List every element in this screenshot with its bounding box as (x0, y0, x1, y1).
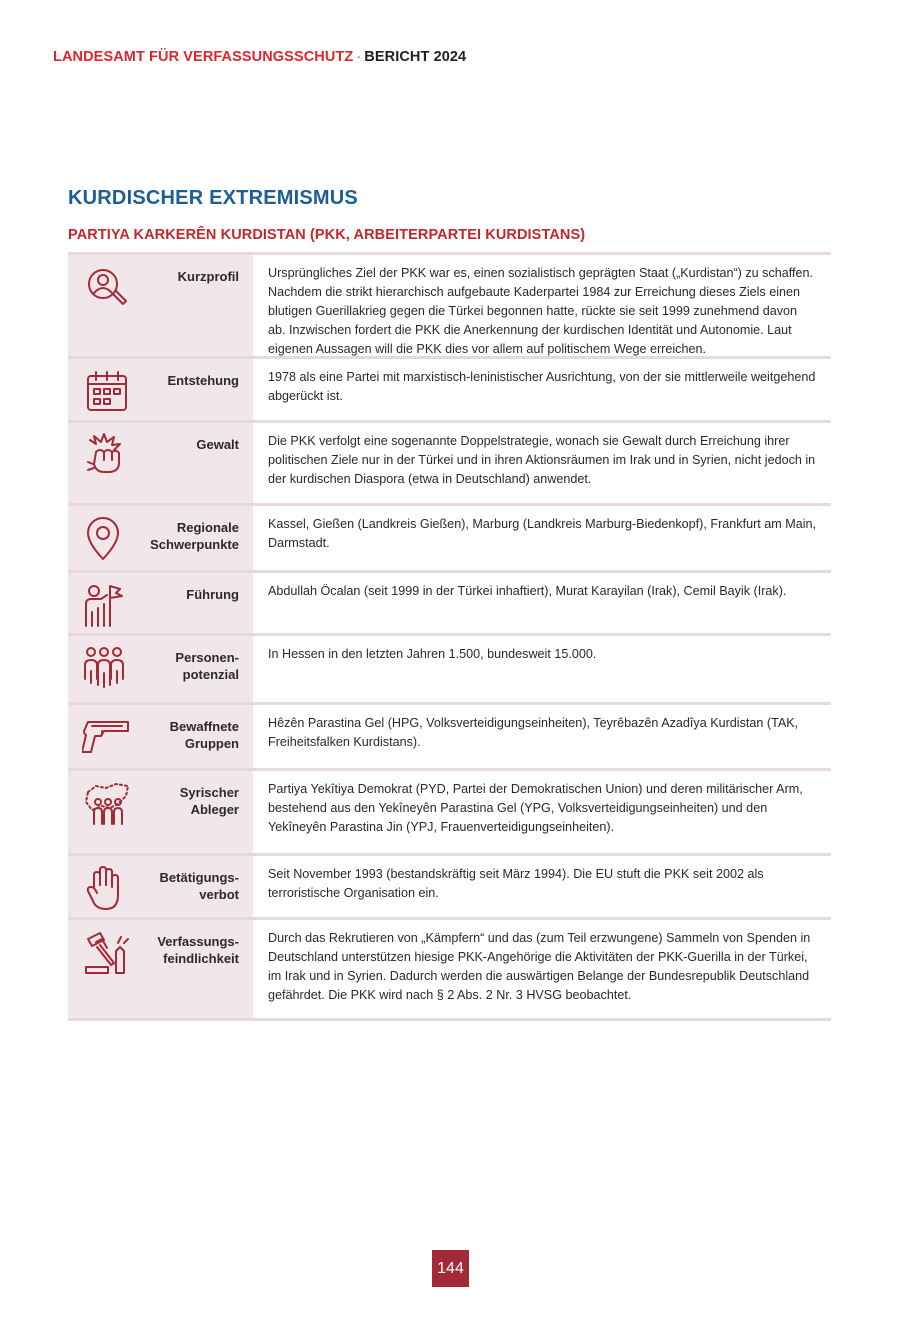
location-pin-icon (82, 515, 132, 561)
stop-hand-icon (82, 865, 132, 911)
table-row (68, 636, 831, 705)
table-row (68, 506, 831, 573)
subsection-title: PARTIYA KARKERÊN KURDISTAN (PKK, ARBEITERPARTEI KURDISTANS) (68, 227, 586, 243)
fist-punch-icon (82, 432, 132, 478)
calendar-icon (82, 368, 132, 414)
row-label: Bewaffnete Gruppen (169, 719, 239, 751)
row-text: Die PKK verfolgt eine sogenannte Doppelstrategie, wonach sie Gewalt durch Erreichung ihrer politischen Ziele nur in der Türkei und in ihren Aktionsräumen im Irak und in Syrien, nicht jedoch in der kurdischen Diaspora (etwa in Deutschland) anwendet. (253, 423, 831, 503)
row-label-cell (68, 255, 253, 356)
row-label-cell (68, 506, 253, 570)
row-text: Partiya Yekîtiya Demokrat (PYD, Partei der Demokratischen Union) und deren militärischer Arm, bestehend aus den Yekîneyên Parastina Gel (YPG, Volksverteidigungseinheiten) und den Yekîneyên Parastina Jin (YPJ, Frauenverteidigungseinheiten). (253, 771, 831, 853)
row-text: Kassel, Gießen (Landkreis Gießen), Marburg (Landkreis Marburg-Biedenkopf), Frankfurt am Main, Darmstadt. (253, 506, 831, 570)
row-text: Durch das Rekrutieren von „Kämpfern“ und das (zum Teil erzwungene) Sammeln von Spenden in Deutschland unterstützen hiesige PKK-Angehörige die Aktivitäten der PKK-Guerilla in der Türkei, im Irak und in Syrien. Dadurch werden die auswärtigen Belange der Bundesrepublik Deutschland gefährdet. Die PKK wird nach § 2 Abs. 2 Nr. 3 HVSG beobachtet. (253, 920, 831, 1018)
table-row (68, 920, 831, 1021)
header-organization: LANDESAMT FÜR VERFASSUNGSSCHUTZ (53, 49, 354, 65)
person-search-icon (82, 264, 132, 310)
pistol-icon (82, 714, 132, 760)
gavel-book-icon (82, 929, 132, 975)
table-row (68, 423, 831, 506)
header-report: BERICHT 2024 (364, 49, 467, 65)
row-label: Syrischer Ableger (179, 785, 239, 817)
row-label: Verfassungs- feindlichkeit (157, 934, 239, 966)
row-label: Führung (186, 587, 239, 602)
row-label: Kurzprofil (177, 269, 239, 284)
row-label-cell (68, 636, 253, 702)
profile-table (68, 252, 831, 1021)
section-title: KURDISCHER EXTREMISMUS (68, 187, 358, 209)
row-label-cell (68, 771, 253, 853)
row-label-cell (68, 573, 253, 633)
header-separator: · (356, 49, 362, 65)
row-text: In Hessen in den letzten Jahren 1.500, bundesweit 15.000. (253, 636, 831, 702)
row-text: Ursprüngliches Ziel der PKK war es, einen sozialistisch geprägten Staat („Kurdistan“) zu schaffen. Nachdem die strikt hierarchisch aufgebaute Kaderpartei 1984 zur Erreichung dieses Ziels einen blutigen Guerillakrieg gegen die Türkei begonnen hatte, rückte sie seit 1999 zunehmend davon ab. Inzwischen fordert die PKK die Anerkennung der kurdischen Identität und Autonomie. Laut eigenen Aussagen will die PKK dies vor allem auf politischem Wege erreichen. (253, 255, 831, 356)
row-label-cell (68, 705, 253, 768)
row-label: Personen- potenzial (175, 650, 239, 682)
row-label-cell (68, 856, 253, 917)
row-label-cell (68, 920, 253, 1018)
table-row (68, 255, 831, 359)
row-label: Betätigungs- verbot (159, 870, 239, 902)
row-text: 1978 als eine Partei mit marxistisch-leninistischer Ausrichtung, von der sie mittlerweile weitgehend abgerückt ist. (253, 359, 831, 420)
table-row (68, 573, 831, 636)
row-text: Hêzên Parastina Gel (HPG, Volksverteidigungseinheiten), Teyrêbazên Azadîya Kurdistan (TAK, Freiheitsfalken Kurdistans). (253, 705, 831, 768)
table-row (68, 359, 831, 423)
page-number: 144 (432, 1250, 469, 1287)
row-label-cell (68, 423, 253, 503)
row-text: Abdullah Öcalan (seit 1999 in der Türkei inhaftiert), Murat Karayilan (Irak), Cemil Bayik (Irak). (253, 573, 831, 633)
people-group-icon (82, 645, 132, 691)
table-row (68, 771, 831, 856)
leader-flag-icon (82, 582, 132, 628)
row-text: Seit November 1993 (bestandskräftig seit März 1994). Die EU stuft die PKK seit 2002 als terroristische Organisation ein. (253, 856, 831, 917)
row-label-cell (68, 359, 253, 420)
table-row (68, 856, 831, 920)
table-row (68, 705, 831, 771)
running-header (53, 49, 466, 65)
row-label: Entstehung (167, 373, 239, 388)
row-label: Gewalt (196, 437, 239, 452)
syria-map-people-icon (82, 780, 132, 826)
row-label: Regionale Schwerpunkte (150, 520, 239, 552)
